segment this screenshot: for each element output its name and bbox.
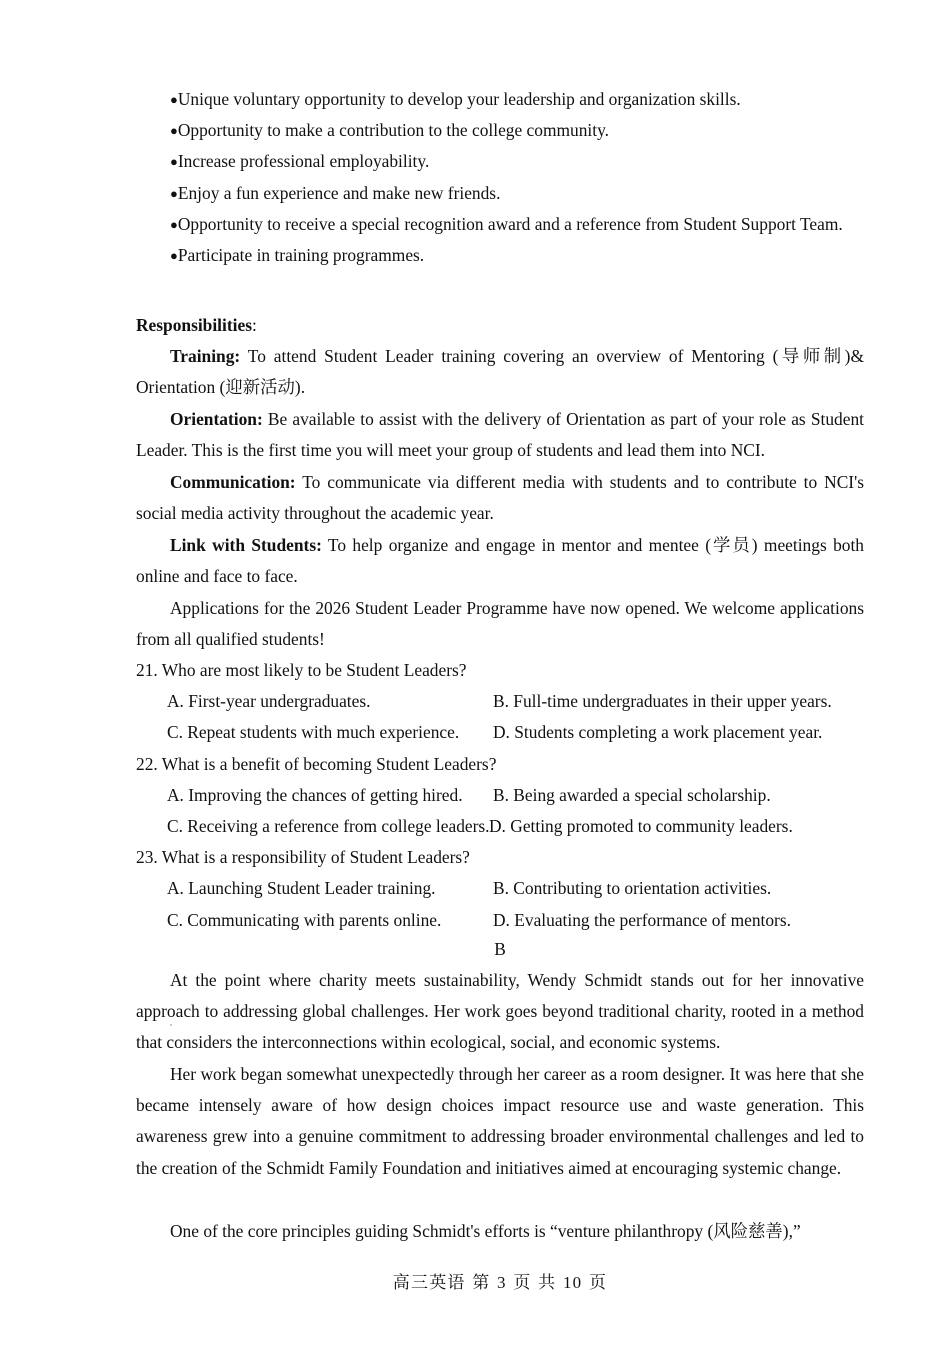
question-21 <box>136 655 864 749</box>
question-options-row <box>136 717 864 748</box>
question-stem: 23. What is a responsibility of Student Leaders? <box>136 847 470 868</box>
question-options-row <box>136 686 864 717</box>
passage-text: One of the core principles guiding Schmidt's efforts is “venture philanthropy (风险慈善),” <box>170 1221 801 1241</box>
footer-page-label: 第 <box>472 1273 491 1293</box>
application-paragraph <box>136 593 864 655</box>
footer-page-number: 3 <box>497 1273 507 1292</box>
option-c[interactable]: C. Communicating with parents online. <box>167 909 442 930</box>
scan-speck <box>170 1024 172 1026</box>
passage-text: Her work began somewhat unexpectedly through her career as a room designer. It was here that she became intensely aware of how design choices impact resource use and waste generation. This awareness grew into a genuine commitment to addressing broader environmental challenges and led to the creation of the Schmidt Family Foundation and initiatives aimed at encouraging systemic change. <box>136 1064 864 1178</box>
bullet-item <box>136 209 864 240</box>
bullet-item <box>136 240 864 271</box>
bullet-text: Enjoy a fun experience and make new friends. <box>177 182 501 203</box>
bullet-text: Unique voluntary opportunity to develop your leadership and organization skills. <box>177 89 741 109</box>
question-23 <box>136 842 864 936</box>
responsibility-orientation <box>136 404 864 466</box>
responsibilities-heading <box>136 310 864 341</box>
option-a[interactable]: A. First-year undergraduates. <box>167 691 371 712</box>
option-c[interactable]: C. Receiving a reference from college leaders. <box>167 815 490 836</box>
option-d[interactable]: D. Students completing a work placement year. <box>493 722 823 743</box>
bullet-text: Participate in training programmes. <box>177 245 425 266</box>
question-stem: 22. What is a benefit of becoming Student Leaders? <box>136 753 497 774</box>
question-options-row <box>136 905 864 936</box>
bullet-text: Increase professional employability. <box>177 151 430 172</box>
bullet-dot-icon: ● <box>170 154 178 170</box>
question-22 <box>136 749 864 843</box>
option-b[interactable]: B. Contributing to orientation activities. <box>493 878 772 899</box>
responsibilities-label: Responsibilities <box>136 315 252 335</box>
responsibility-label: Link with Students: <box>170 535 322 555</box>
footer-subject: 高三英语 <box>392 1273 466 1293</box>
bullet-text: Opportunity to receive a special recognition award and a reference from Student Support Team. <box>177 213 843 234</box>
option-b[interactable]: B. Being awarded a special scholarship. <box>493 784 771 805</box>
passage-b-paragraph-1 <box>136 965 864 1059</box>
option-a[interactable]: A. Launching Student Leader training. <box>167 878 436 899</box>
responsibility-text: To help organize and engage in mentor and mentee (学员) meetings both online and face to face. <box>136 535 864 587</box>
application-text: Applications for the 2026 Student Leader Programme have now opened. We welcome applications from all qualified students! <box>136 598 864 650</box>
section-marker-b: B <box>494 939 506 959</box>
option-a[interactable]: A. Improving the chances of getting hired. <box>167 784 463 805</box>
responsibilities-colon: : <box>251 315 257 335</box>
benefits-bullet-list <box>136 84 864 271</box>
responsibility-label: Communication: <box>170 472 296 492</box>
question-stem: 21. Who are most likely to be Student Leaders? <box>136 660 467 680</box>
footer-of-label: 页 共 <box>513 1273 557 1293</box>
responsibility-label: Orientation: <box>170 409 263 429</box>
passage-b-paragraph-2 <box>136 1059 864 1184</box>
question-options-row <box>136 780 864 811</box>
responsibility-training <box>136 341 864 403</box>
bullet-text: Opportunity to make a contribution to the college community. <box>177 120 609 141</box>
bullet-dot-icon: ● <box>170 123 178 139</box>
bullet-dot-icon: ● <box>170 216 178 232</box>
bullet-item <box>136 146 864 177</box>
bullet-item <box>136 115 864 146</box>
responsibility-text: To attend Student Leader training covering an overview of Mentoring (导师制)& Orientation (迎新活动). <box>136 346 864 398</box>
option-c[interactable]: C. Repeat students with much experience. <box>167 722 460 743</box>
bullet-item <box>136 178 864 209</box>
responsibility-text: To communicate via different media with students and to contribute to NCI's social media activity throughout the academic year. <box>136 472 864 524</box>
responsibility-communication <box>136 467 864 529</box>
option-d[interactable]: D. Evaluating the performance of mentors. <box>493 909 791 930</box>
responsibility-label: Training: <box>170 346 241 366</box>
responsibility-link-with-students <box>136 530 864 592</box>
page-footer <box>136 1270 864 1296</box>
question-list <box>136 655 864 936</box>
passage-text: At the point where charity meets sustainability, Wendy Schmidt stands out for her innovative approach to addressing global challenges. Her work goes beyond traditional charity, rooted in a method that considers the interconnections within ecological, social, and economic systems. <box>136 970 864 1053</box>
bullet-dot-icon: ● <box>170 92 178 107</box>
bullet-dot-icon: ● <box>170 185 178 201</box>
option-d[interactable]: D. Getting promoted to community leaders. <box>489 815 793 836</box>
footer-total-pages: 10 <box>562 1273 583 1292</box>
question-options-row <box>136 873 864 904</box>
option-b[interactable]: B. Full-time undergraduates in their upper years. <box>493 691 832 712</box>
exam-page <box>136 0 864 1345</box>
bullet-item <box>136 84 864 115</box>
responsibility-text: Be available to assist with the delivery of Orientation as part of your role as Student Leader. This is the first time you will meet your group of students and lead them into NCI. <box>136 409 864 461</box>
footer-page-unit: 页 <box>588 1273 608 1293</box>
passage-b-paragraph-3 <box>136 1216 864 1247</box>
question-options-row <box>136 811 864 842</box>
bullet-dot-icon: ● <box>170 248 178 264</box>
